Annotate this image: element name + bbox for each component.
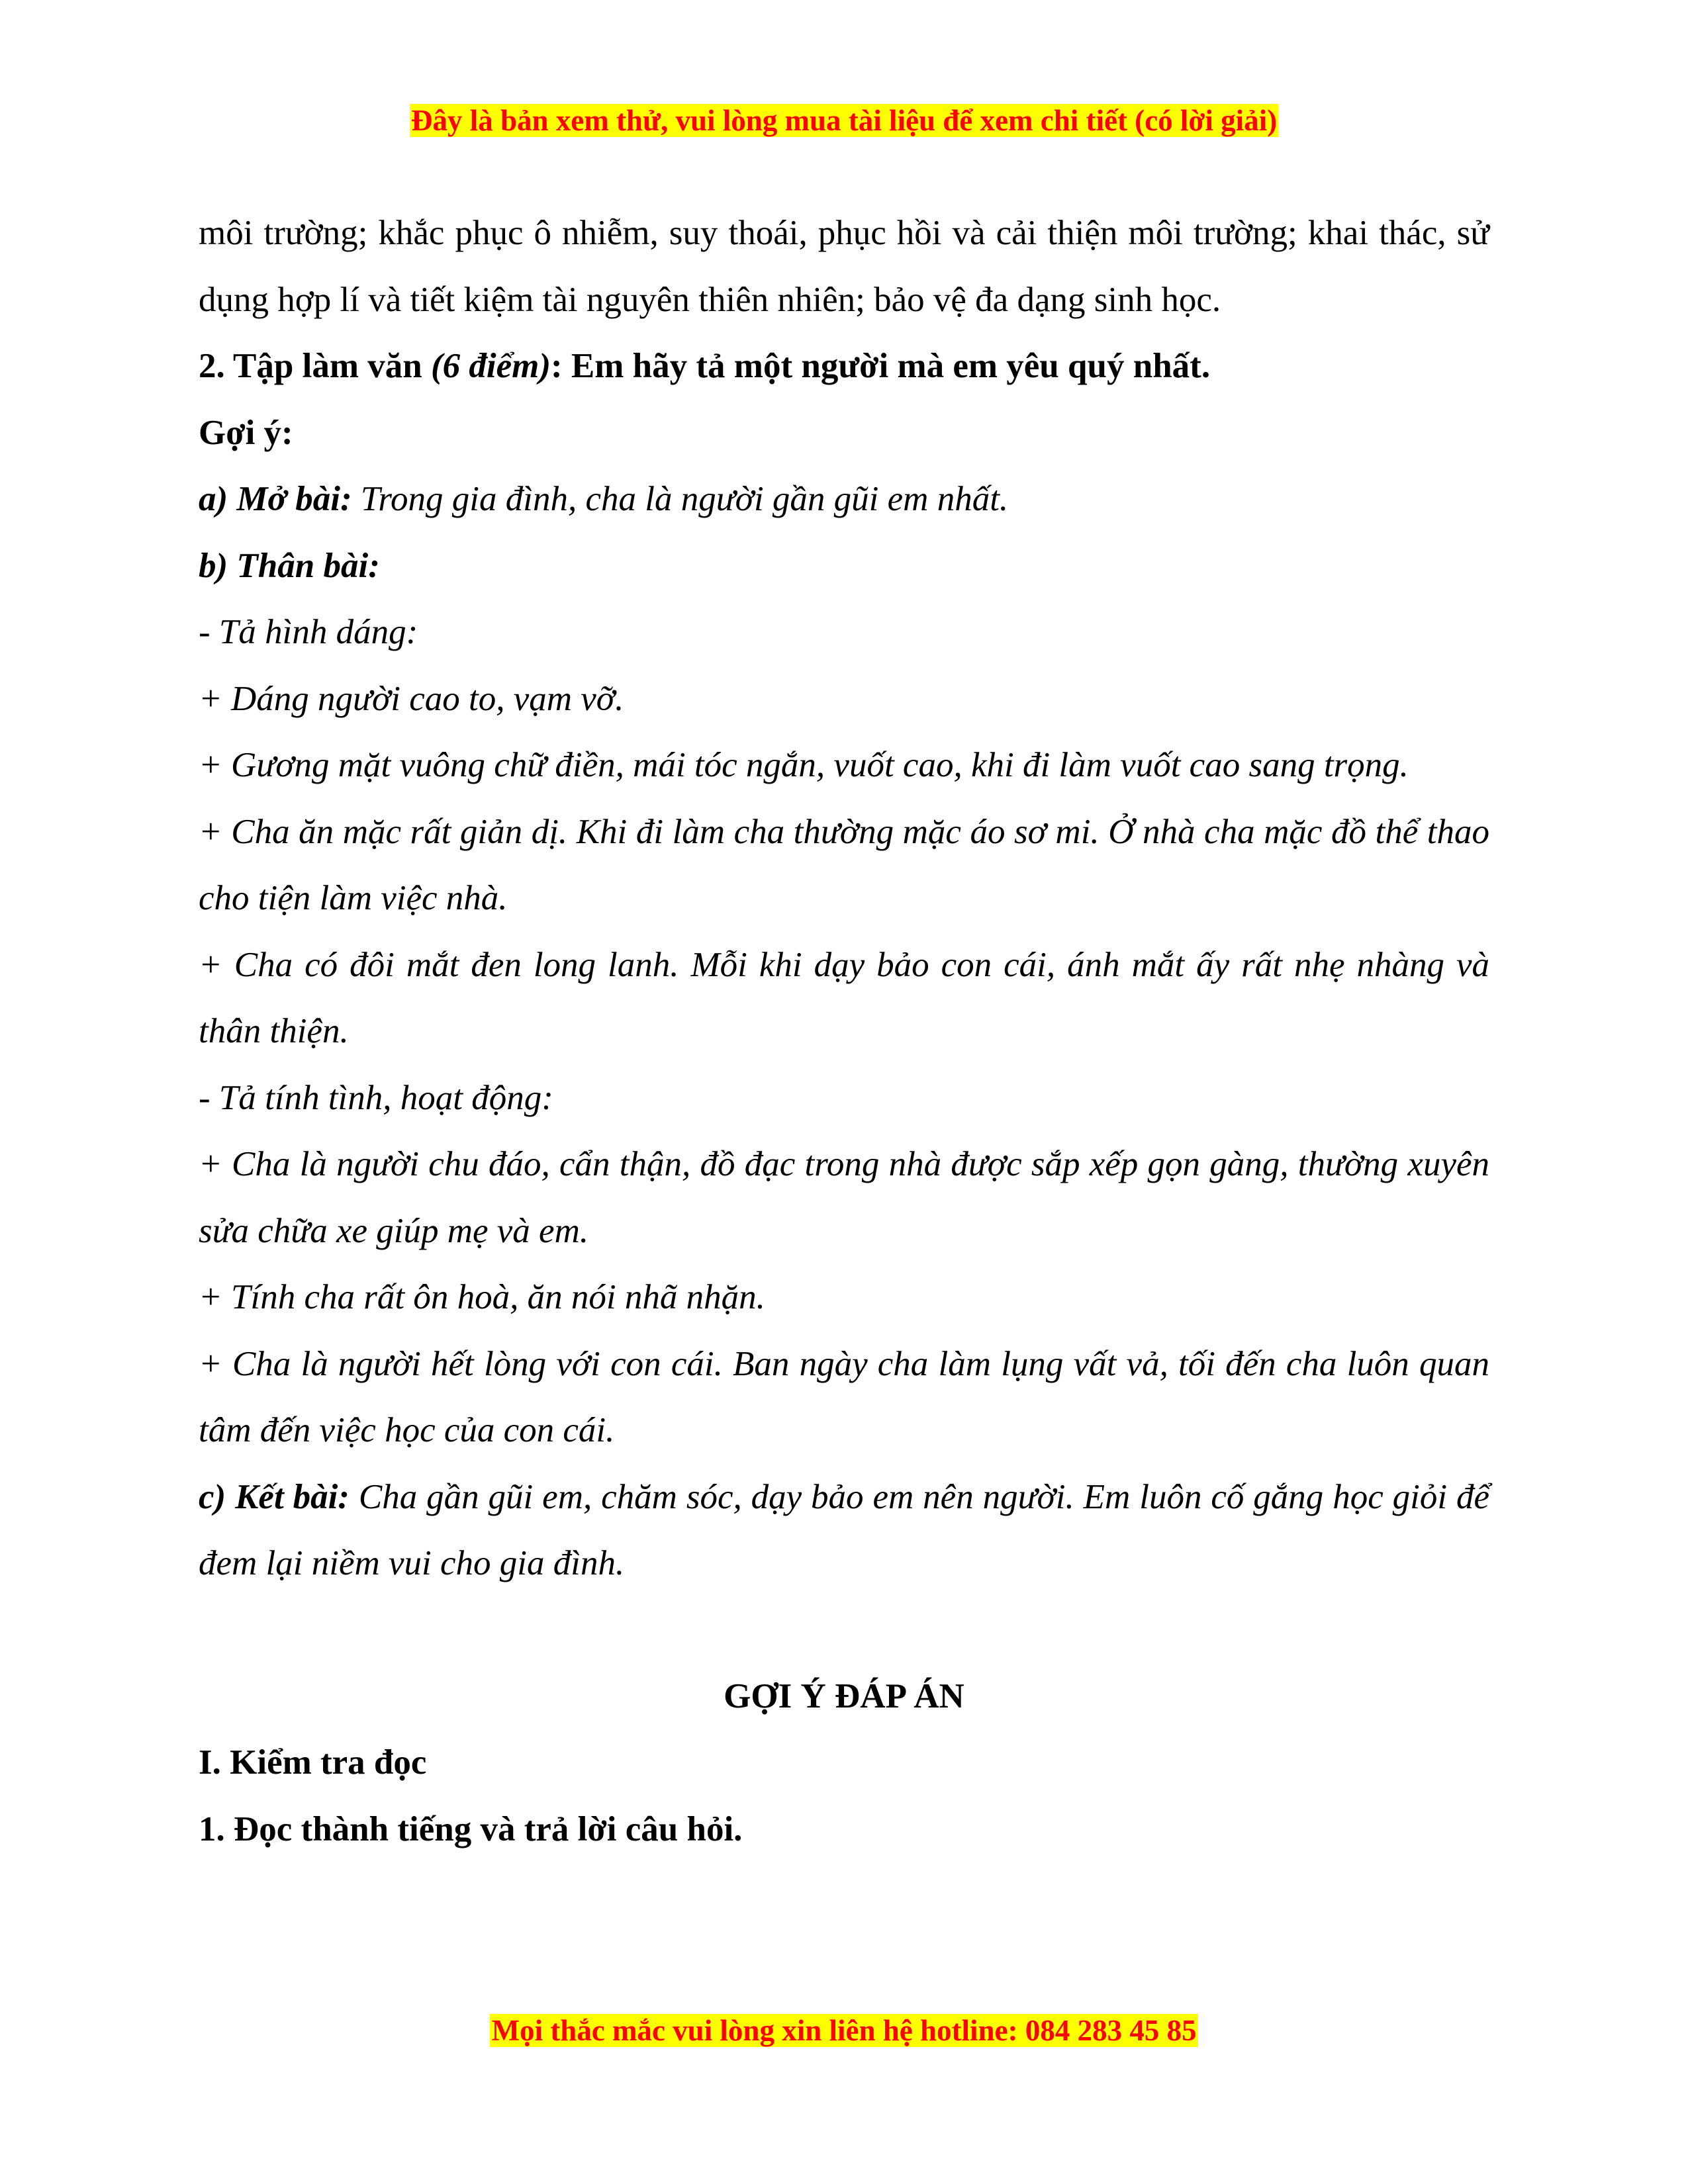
tinh-tinh-label: - Tả tính tình, hoạt động: (199, 1078, 553, 1117)
section-2-points: (6 điểm) (430, 347, 551, 385)
mo-bai-paragraph (199, 466, 1489, 533)
section-i-heading: I. Kiểm tra đọc (199, 1743, 427, 1782)
ket-bai-text: Cha gần gũi em, chăm sóc, dạy bảo em nên người. Em luôn cố gắng học giỏi để đem lại niềm vui cho gia đình. (199, 1477, 1490, 1582)
section-2-prefix: 2. Tập làm văn (199, 347, 431, 385)
mo-bai-label: a) Mở bài: (199, 480, 352, 518)
document-body (199, 200, 1489, 1862)
hinh-dang-item: + Gương mặt vuông chữ điền, mái tóc ngắn, vuốt cao, khi đi làm vuốt cao sang trọng. (199, 746, 1409, 784)
tinh-tinh-item: + Cha là người chu đáo, cẩn thận, đồ đạc trong nhà được sắp xếp gọn gàng, thường xuyên sửa chữa xe giúp mẹ và em. (199, 1145, 1489, 1250)
mo-bai-text: Trong gia đình, cha là người gần gũi em nhất. (352, 480, 1009, 518)
hinh-dang-label: - Tả hình dáng: (199, 613, 418, 651)
than-bai-label: b) Thân bài: (199, 546, 380, 585)
answer-title: GỢI Ý ĐÁP ÁN (724, 1676, 964, 1715)
hint-label: Gợi ý: (199, 413, 293, 452)
hinh-dang-item: + Dáng người cao to, vạm vỡ. (199, 679, 624, 718)
preview-notice-text: Đây là bản xem thử, vui lòng mua tài liệu để xem chi tiết (có lời giải) (410, 104, 1278, 137)
ket-bai-paragraph (199, 1464, 1489, 1597)
hotline-text: Mọi thắc mắc vui lòng xin liên hệ hotline: 084 283 45 85 (491, 2014, 1197, 2047)
intro-paragraph: môi trường; khắc phục ô nhiễm, suy thoái, phục hồi và cải thiện môi trường; khai thác, sử dụng hợp lí và tiết kiệm tài nguyên thiên nhiên; bảo vệ đa dạng sinh học. (199, 214, 1489, 319)
hotline-banner (0, 2011, 1688, 2050)
preview-notice-banner (0, 101, 1688, 140)
ket-bai-label: c) Kết bài: (199, 1477, 350, 1516)
hinh-dang-item: + Cha có đôi mắt đen long lanh. Mỗi khi dạy bảo con cái, ánh mắt ấy rất nhẹ nhàng và thân thiện. (199, 945, 1489, 1050)
section-2-prompt: : Em hãy tả một người mà em yêu quý nhất. (551, 347, 1211, 385)
hinh-dang-item: + Cha ăn mặc rất giản dị. Khi đi làm cha thường mặc áo sơ mi. Ở nhà cha mặc đồ thể thao cho tiện làm việc nhà. (199, 812, 1489, 917)
section-2-heading (199, 333, 1489, 400)
tinh-tinh-item: + Tính cha rất ôn hoà, ăn nói nhã nhặn. (199, 1278, 765, 1316)
tinh-tinh-item: + Cha là người hết lòng với con cái. Ban ngày cha làm lụng vất vả, tối đến cha luôn quan tâm đến việc học của con cái. (199, 1344, 1489, 1449)
spacer (199, 1597, 1489, 1663)
section-i-1-heading: 1. Đọc thành tiếng và trả lời câu hỏi. (199, 1809, 743, 1848)
